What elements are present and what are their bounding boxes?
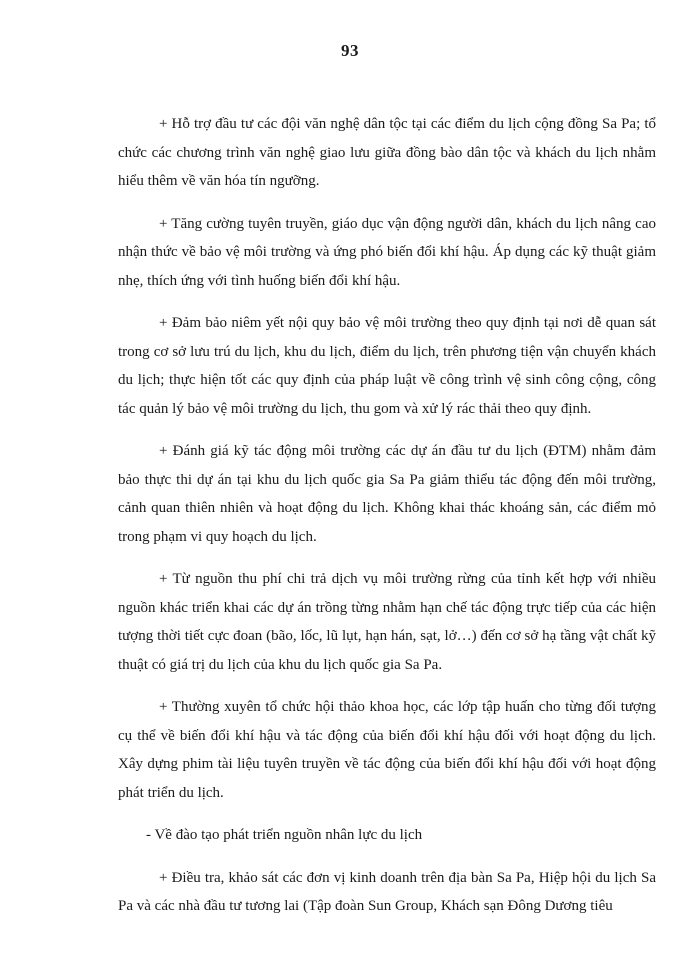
paragraph-cultural-troupes: + Hỗ trợ đầu tư các đội văn nghệ dân tộc tại các điểm du lịch cộng đồng Sa Pa; tổ chức các chương trình văn nghệ giao lưu giữa đồng bào dân tộc và khách du lịch nhằm hiểu thêm về văn hóa tín ngưỡng. xyxy=(118,116,656,189)
page-number: 93 xyxy=(341,41,359,60)
paragraph-survey-businesses: + Điều tra, khảo sát các đơn vị kinh doanh trên địa bàn Sa Pa, Hiệp hội du lịch Sa Pa và các nhà đầu tư tương lai (Tập đoàn Sun Group, Khách sạn Đông Dương tiêu xyxy=(118,869,656,914)
paragraph-forest-fees: + Từ nguồn thu phí chi trả dịch vụ môi trường rừng của tỉnh kết hợp với nhiều nguồn khác triển khai các dự án trồng từng nhằm hạn chế tác động trực tiếp của các hiện tượng thời tiết cực đoan (bão, lốc, lũ lụt, hạn hán, sạt, lở…) đến cơ sở hạ tầng vật chất kỹ thuật có giá trị du lịch của khu du lịch quốc gia Sa Pa. xyxy=(118,571,656,673)
section-heading-human-resources: - Về đào tạo phát triển nguồn nhân lực du lịch xyxy=(146,827,423,843)
paragraph-workshops: + Thường xuyên tổ chức hội thảo khoa học, các lớp tập huấn cho từng đối tượng cụ thể về biến đổi khí hậu và tác động của biến đổi khí hậu đối với hoạt động du lịch. Xây dựng phim tài liệu tuyên truyền về tác động của biến đổi khí hậu đối với hoạt động phát triển du lịch. xyxy=(118,699,656,801)
paragraph-awareness-campaign: + Tăng cường tuyên truyền, giáo dục vận động người dân, khách du lịch nâng cao nhận thức về bảo vệ môi trường và ứng phó biến đổi khí hậu. Áp dụng các kỹ thuật giảm nhẹ, thích ứng với tình huống biến đổi khí hậu. xyxy=(118,215,656,289)
paragraph-environment-rules: + Đảm bảo niêm yết nội quy bảo vệ môi trường theo quy định tại nơi dễ quan sát trong cơ sở lưu trú du lịch, khu du lịch, điểm du lịch, trên phương tiện vận chuyển khách du lịch; thực hiện tốt các quy định của pháp luật về công trình vệ sinh công cộng, công tác quản lý bảo vệ môi trường du lịch, thu gom và xử lý rác thải theo quy định. xyxy=(118,315,656,417)
paragraph-impact-assessment: + Đánh giá kỹ tác động môi trường các dự án đầu tư du lịch (ĐTM) nhằm đảm bảo thực thi dự án tại khu du lịch quốc gia Sa Pa giảm thiểu tác động đến môi trường, cảnh quan thiên nhiên và hoạt động du lịch. Không khai thác khoáng sản, các điểm mỏ trong phạm vi quy hoạch du lịch. xyxy=(118,443,656,545)
page-body xyxy=(118,110,656,921)
